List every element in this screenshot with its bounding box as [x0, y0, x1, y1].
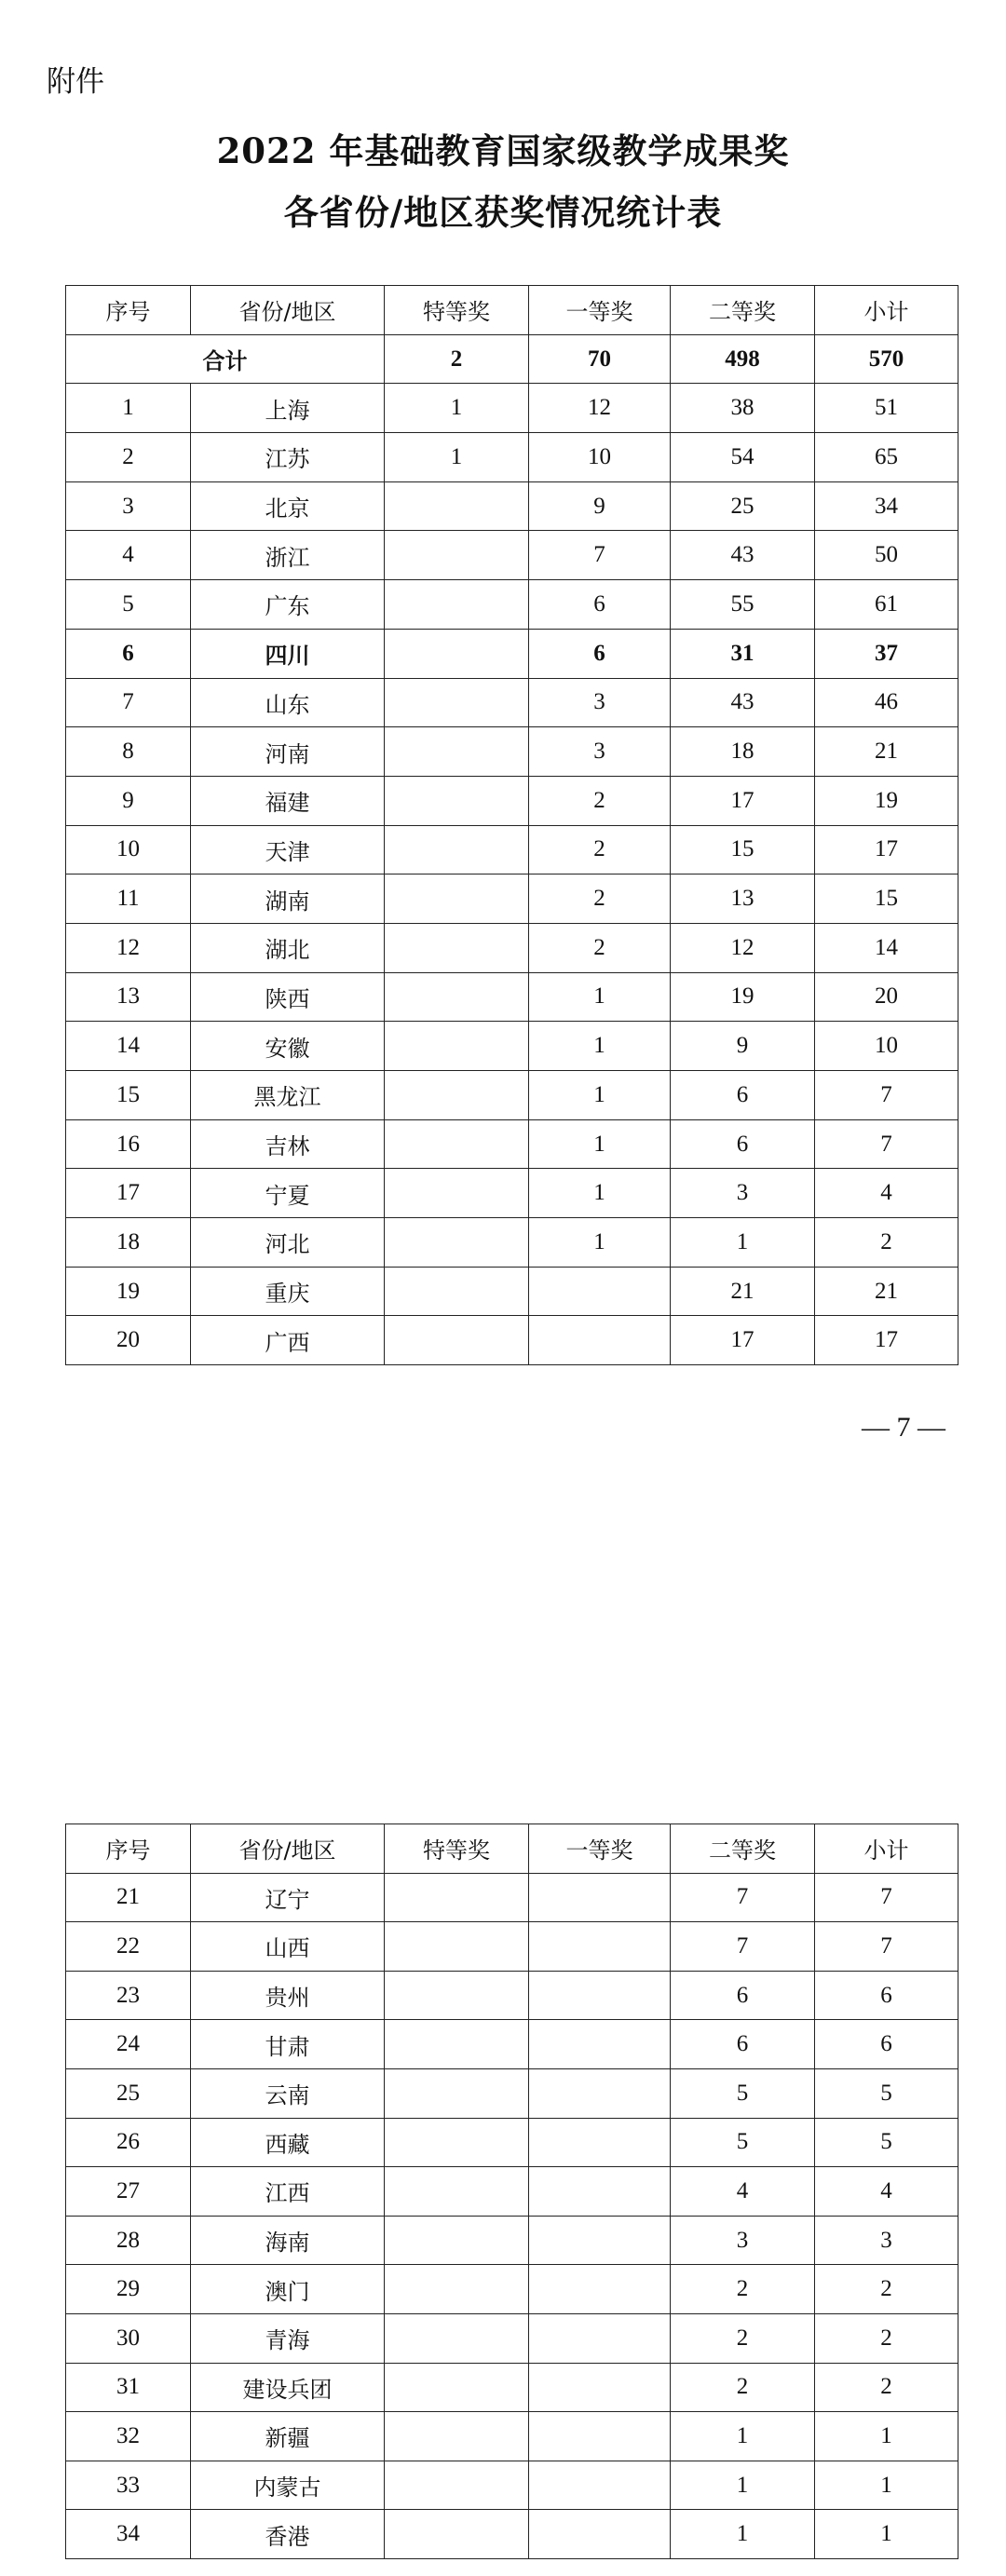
table-row — [66, 874, 958, 924]
cell-region: 黑龙江 — [191, 1071, 385, 1120]
cell-region: 北京 — [191, 481, 385, 531]
cell-subtotal: 7 — [815, 1922, 958, 1972]
cell-subtotal: 65 — [815, 433, 958, 482]
cell-region: 海南 — [191, 2216, 385, 2265]
cell-subtotal: 3 — [815, 2216, 958, 2265]
cell-subtotal: 15 — [815, 874, 958, 924]
cell-special — [385, 2461, 529, 2510]
cell-region: 广西 — [191, 1316, 385, 1365]
cell-first: 1 — [529, 1071, 671, 1120]
cell-region: 山西 — [191, 1922, 385, 1972]
cell-subtotal: 1 — [815, 2510, 958, 2559]
header-cell-region: 省份/地区 — [191, 286, 385, 335]
cell-no: 3 — [66, 481, 191, 531]
cell-special — [385, 1873, 529, 1922]
cell-second: 19 — [671, 972, 815, 1022]
cell-region: 山东 — [191, 678, 385, 727]
awards-table-page-2 — [65, 1824, 958, 2559]
total-second: 498 — [671, 334, 815, 384]
cell-region: 江苏 — [191, 433, 385, 482]
cell-first: 1 — [529, 972, 671, 1022]
table-row — [66, 825, 958, 874]
cell-first: 12 — [529, 384, 671, 433]
cell-special — [385, 2313, 529, 2363]
table-row — [66, 1971, 958, 2020]
cell-no: 33 — [66, 2461, 191, 2510]
cell-first — [529, 2167, 671, 2217]
cell-second: 25 — [671, 481, 815, 531]
cell-special — [385, 727, 529, 777]
header-cell-subtotal: 小计 — [815, 1824, 958, 1874]
cell-special — [385, 1218, 529, 1268]
cell-no: 5 — [66, 580, 191, 630]
cell-region: 吉林 — [191, 1119, 385, 1169]
table-row — [66, 923, 958, 972]
cell-first: 2 — [529, 923, 671, 972]
header-cell-special: 特等奖 — [385, 286, 529, 335]
cell-subtotal: 50 — [815, 531, 958, 580]
cell-region: 陕西 — [191, 972, 385, 1022]
table-row — [66, 481, 958, 531]
cell-special — [385, 874, 529, 924]
cell-region: 湖南 — [191, 874, 385, 924]
cell-no: 20 — [66, 1316, 191, 1365]
cell-no: 28 — [66, 2216, 191, 2265]
cell-region: 甘肃 — [191, 2020, 385, 2069]
cell-first — [529, 1316, 671, 1365]
table-row — [66, 1873, 958, 1922]
cell-first — [529, 2461, 671, 2510]
cell-special: 1 — [385, 433, 529, 482]
cell-no: 19 — [66, 1267, 191, 1316]
cell-second: 17 — [671, 776, 815, 825]
cell-special — [385, 825, 529, 874]
table-row — [66, 629, 958, 678]
total-special: 2 — [385, 334, 529, 384]
cell-special: 1 — [385, 384, 529, 433]
cell-special — [385, 1267, 529, 1316]
cell-subtotal: 5 — [815, 2118, 958, 2167]
cell-special — [385, 2363, 529, 2412]
cell-no: 17 — [66, 1169, 191, 1218]
cell-subtotal: 2 — [815, 2363, 958, 2412]
cell-no: 27 — [66, 2167, 191, 2217]
cell-no: 2 — [66, 433, 191, 482]
cell-region: 天津 — [191, 825, 385, 874]
header-cell-first: 一等奖 — [529, 1824, 671, 1874]
header-cell-special: 特等奖 — [385, 1824, 529, 1874]
table-row — [66, 2216, 958, 2265]
cell-no: 12 — [66, 923, 191, 972]
cell-subtotal: 4 — [815, 1169, 958, 1218]
cell-subtotal: 6 — [815, 2020, 958, 2069]
cell-first — [529, 2068, 671, 2118]
cell-second: 7 — [671, 1922, 815, 1972]
cell-first: 1 — [529, 1169, 671, 1218]
table-row — [66, 776, 958, 825]
cell-special — [385, 2167, 529, 2217]
header-cell-subtotal: 小计 — [815, 286, 958, 335]
cell-second: 17 — [671, 1316, 815, 1365]
cell-region: 上海 — [191, 384, 385, 433]
cell-subtotal: 61 — [815, 580, 958, 630]
cell-no: 29 — [66, 2265, 191, 2314]
cell-second: 54 — [671, 433, 815, 482]
cell-subtotal: 37 — [815, 629, 958, 678]
cell-subtotal: 5 — [815, 2068, 958, 2118]
cell-subtotal: 20 — [815, 972, 958, 1022]
total-label: 合计 — [66, 334, 385, 384]
cell-no: 16 — [66, 1119, 191, 1169]
total-first: 70 — [529, 334, 671, 384]
table-row — [66, 1316, 958, 1365]
cell-region: 河南 — [191, 727, 385, 777]
table-row — [66, 531, 958, 580]
cell-region: 湖北 — [191, 923, 385, 972]
table-header-row — [66, 286, 958, 335]
cell-second: 31 — [671, 629, 815, 678]
cell-no: 18 — [66, 1218, 191, 1268]
cell-special — [385, 2265, 529, 2314]
cell-no: 13 — [66, 972, 191, 1022]
header-cell-second: 二等奖 — [671, 286, 815, 335]
cell-subtotal: 6 — [815, 1971, 958, 2020]
cell-second: 3 — [671, 2216, 815, 2265]
cell-first: 7 — [529, 531, 671, 580]
cell-region: 河北 — [191, 1218, 385, 1268]
table-row — [66, 2461, 958, 2510]
cell-special — [385, 1971, 529, 2020]
cell-first: 9 — [529, 481, 671, 531]
cell-special — [385, 2216, 529, 2265]
cell-subtotal: 7 — [815, 1119, 958, 1169]
total-row — [66, 334, 958, 384]
cell-second: 4 — [671, 2167, 815, 2217]
cell-subtotal: 21 — [815, 727, 958, 777]
cell-region: 福建 — [191, 776, 385, 825]
cell-special — [385, 481, 529, 531]
cell-first — [529, 2118, 671, 2167]
cell-special — [385, 2510, 529, 2559]
cell-region: 浙江 — [191, 531, 385, 580]
table-row — [66, 1022, 958, 1071]
cell-second: 5 — [671, 2068, 815, 2118]
awards-table-page-1 — [65, 285, 958, 1365]
cell-region: 澳门 — [191, 2265, 385, 2314]
cell-second: 5 — [671, 2118, 815, 2167]
cell-first — [529, 1971, 671, 2020]
cell-first — [529, 2216, 671, 2265]
cell-first: 3 — [529, 678, 671, 727]
cell-special — [385, 580, 529, 630]
cell-first: 1 — [529, 1218, 671, 1268]
cell-subtotal: 17 — [815, 825, 958, 874]
cell-subtotal: 2 — [815, 1218, 958, 1268]
cell-second: 43 — [671, 678, 815, 727]
cell-region: 贵州 — [191, 1971, 385, 2020]
cell-second: 43 — [671, 531, 815, 580]
cell-region: 青海 — [191, 2313, 385, 2363]
cell-no: 32 — [66, 2412, 191, 2461]
table-row — [66, 727, 958, 777]
cell-first — [529, 1267, 671, 1316]
cell-no: 10 — [66, 825, 191, 874]
table-row — [66, 580, 958, 630]
cell-special — [385, 2118, 529, 2167]
cell-special — [385, 972, 529, 1022]
attachment-label: 附件 — [47, 65, 104, 99]
table-row — [66, 2363, 958, 2412]
cell-second: 1 — [671, 2510, 815, 2559]
cell-subtotal: 46 — [815, 678, 958, 727]
table-row — [66, 2265, 958, 2314]
cell-subtotal: 1 — [815, 2461, 958, 2510]
cell-second: 2 — [671, 2313, 815, 2363]
table-row — [66, 2313, 958, 2363]
cell-special — [385, 2068, 529, 2118]
table-row — [66, 384, 958, 433]
cell-region: 宁夏 — [191, 1169, 385, 1218]
cell-region: 内蒙古 — [191, 2461, 385, 2510]
cell-second: 6 — [671, 2020, 815, 2069]
cell-first — [529, 2020, 671, 2069]
cell-special — [385, 629, 529, 678]
cell-no: 31 — [66, 2363, 191, 2412]
cell-first — [529, 2265, 671, 2314]
cell-second: 1 — [671, 1218, 815, 1268]
cell-region: 江西 — [191, 2167, 385, 2217]
cell-second: 12 — [671, 923, 815, 972]
cell-no: 21 — [66, 1873, 191, 1922]
cell-region: 云南 — [191, 2068, 385, 2118]
table-row — [66, 433, 958, 482]
cell-second: 6 — [671, 1971, 815, 2020]
cell-subtotal: 21 — [815, 1267, 958, 1316]
total-subtotal: 570 — [815, 334, 958, 384]
cell-first: 2 — [529, 825, 671, 874]
cell-no: 30 — [66, 2313, 191, 2363]
table-row — [66, 972, 958, 1022]
cell-first: 3 — [529, 727, 671, 777]
table-header-row — [66, 1824, 958, 1874]
cell-second: 55 — [671, 580, 815, 630]
cell-special — [385, 1071, 529, 1120]
cell-second: 2 — [671, 2363, 815, 2412]
document-title: 2022 年基础教育国家级教学成果奖 — [216, 130, 790, 171]
table-row — [66, 1119, 958, 1169]
cell-special — [385, 923, 529, 972]
cell-second: 6 — [671, 1119, 815, 1169]
cell-region: 辽宁 — [191, 1873, 385, 1922]
cell-special — [385, 2412, 529, 2461]
cell-special — [385, 1022, 529, 1071]
table-row — [66, 2020, 958, 2069]
cell-subtotal: 14 — [815, 923, 958, 972]
cell-no: 15 — [66, 1071, 191, 1120]
cell-special — [385, 531, 529, 580]
cell-subtotal: 1 — [815, 2412, 958, 2461]
cell-first: 1 — [529, 1119, 671, 1169]
cell-subtotal: 34 — [815, 481, 958, 531]
cell-second: 1 — [671, 2461, 815, 2510]
header-cell-no: 序号 — [66, 1824, 191, 1874]
cell-no: 6 — [66, 629, 191, 678]
cell-region: 广东 — [191, 580, 385, 630]
cell-no: 11 — [66, 874, 191, 924]
cell-no: 8 — [66, 727, 191, 777]
cell-special — [385, 1316, 529, 1365]
cell-first: 2 — [529, 776, 671, 825]
cell-first — [529, 2313, 671, 2363]
cell-second: 21 — [671, 1267, 815, 1316]
cell-second: 2 — [671, 2265, 815, 2314]
cell-first — [529, 2510, 671, 2559]
header-cell-second: 二等奖 — [671, 1824, 815, 1874]
cell-no: 7 — [66, 678, 191, 727]
cell-subtotal: 19 — [815, 776, 958, 825]
cell-first — [529, 2363, 671, 2412]
cell-no: 9 — [66, 776, 191, 825]
table-row — [66, 1267, 958, 1316]
cell-subtotal: 51 — [815, 384, 958, 433]
cell-second: 15 — [671, 825, 815, 874]
cell-no: 34 — [66, 2510, 191, 2559]
table-row — [66, 1169, 958, 1218]
cell-no: 23 — [66, 1971, 191, 2020]
cell-second: 1 — [671, 2412, 815, 2461]
cell-subtotal: 10 — [815, 1022, 958, 1071]
cell-second: 7 — [671, 1873, 815, 1922]
table-row — [66, 2510, 958, 2559]
cell-subtotal: 2 — [815, 2265, 958, 2314]
cell-no: 1 — [66, 384, 191, 433]
cell-region: 香港 — [191, 2510, 385, 2559]
cell-region: 新疆 — [191, 2412, 385, 2461]
table-row — [66, 2068, 958, 2118]
table-row — [66, 2412, 958, 2461]
cell-first: 2 — [529, 874, 671, 924]
cell-special — [385, 2020, 529, 2069]
cell-second: 13 — [671, 874, 815, 924]
cell-no: 24 — [66, 2020, 191, 2069]
cell-second: 6 — [671, 1071, 815, 1120]
table-row — [66, 1922, 958, 1972]
cell-no: 25 — [66, 2068, 191, 2118]
cell-region: 建设兵团 — [191, 2363, 385, 2412]
cell-subtotal: 7 — [815, 1071, 958, 1120]
cell-first — [529, 1922, 671, 1972]
cell-region: 西藏 — [191, 2118, 385, 2167]
cell-no: 14 — [66, 1022, 191, 1071]
table-row — [66, 2167, 958, 2217]
cell-special — [385, 1922, 529, 1972]
cell-first — [529, 1873, 671, 1922]
cell-second: 18 — [671, 727, 815, 777]
cell-first: 10 — [529, 433, 671, 482]
cell-subtotal: 2 — [815, 2313, 958, 2363]
cell-second: 38 — [671, 384, 815, 433]
table-row — [66, 1071, 958, 1120]
header-cell-region: 省份/地区 — [191, 1824, 385, 1874]
header-cell-no: 序号 — [66, 286, 191, 335]
cell-no: 22 — [66, 1922, 191, 1972]
cell-special — [385, 1119, 529, 1169]
cell-region: 重庆 — [191, 1267, 385, 1316]
cell-special — [385, 776, 529, 825]
cell-second: 9 — [671, 1022, 815, 1071]
cell-first: 1 — [529, 1022, 671, 1071]
page-number: — 7 — — [862, 1412, 945, 1443]
header-cell-first: 一等奖 — [529, 286, 671, 335]
cell-special — [385, 1169, 529, 1218]
cell-no: 26 — [66, 2118, 191, 2167]
table-row — [66, 1218, 958, 1268]
cell-region: 四川 — [191, 629, 385, 678]
document-subtitle: 各省份/地区获奖情况统计表 — [283, 192, 723, 233]
cell-subtotal: 4 — [815, 2167, 958, 2217]
cell-subtotal: 17 — [815, 1316, 958, 1365]
cell-region: 安徽 — [191, 1022, 385, 1071]
cell-first — [529, 2412, 671, 2461]
cell-no: 4 — [66, 531, 191, 580]
cell-first: 6 — [529, 580, 671, 630]
cell-first: 6 — [529, 629, 671, 678]
cell-second: 3 — [671, 1169, 815, 1218]
table-row — [66, 2118, 958, 2167]
cell-special — [385, 678, 529, 727]
table-row — [66, 678, 958, 727]
cell-subtotal: 7 — [815, 1873, 958, 1922]
